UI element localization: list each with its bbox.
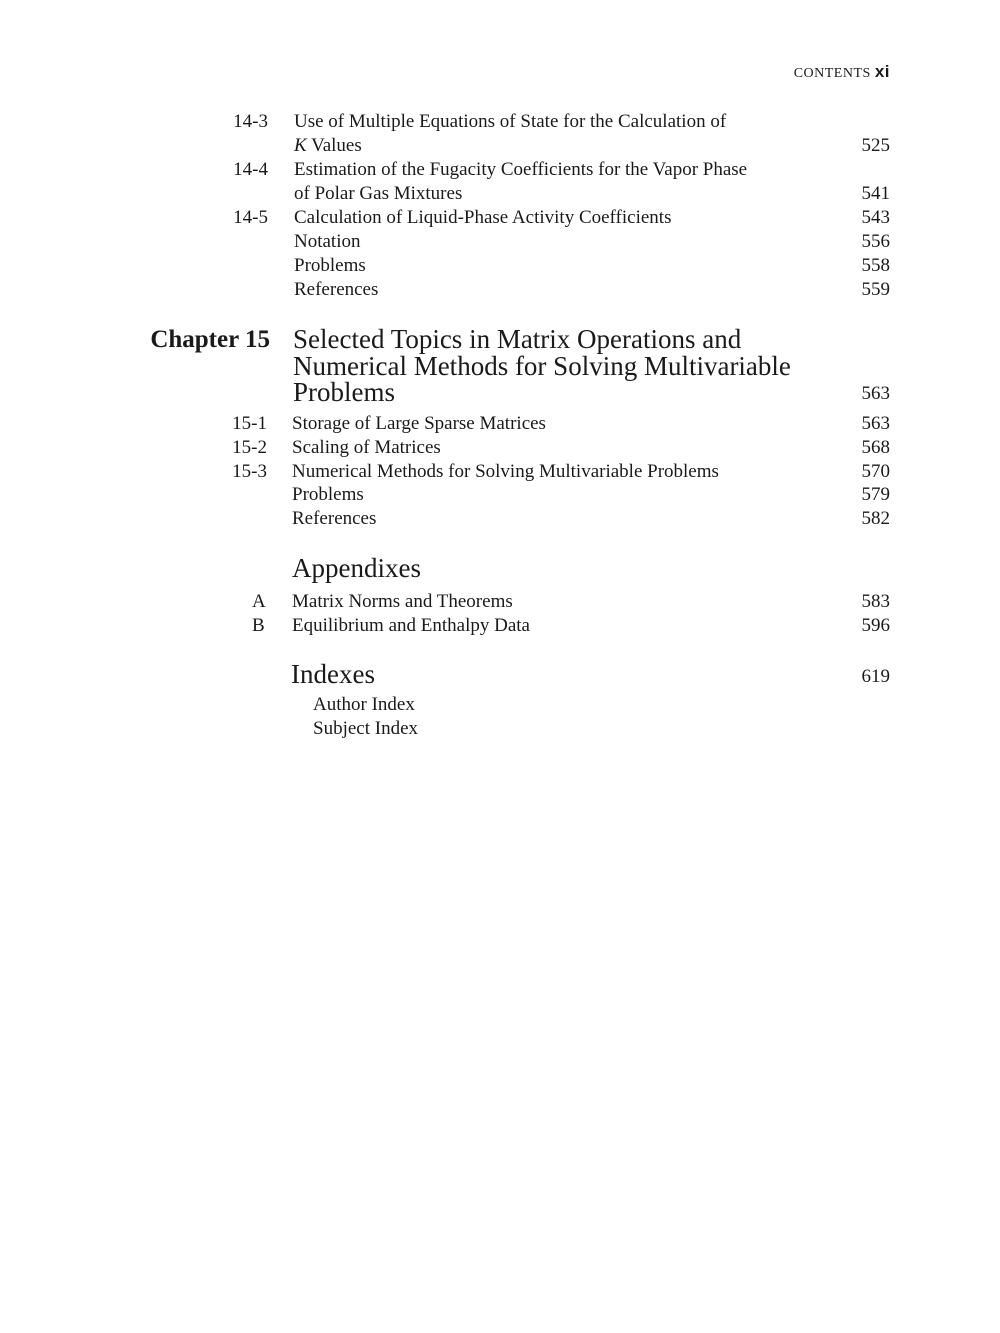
header-label: CONTENTS [793, 66, 871, 81]
entry-title: Scaling of Matrices [292, 437, 441, 458]
entry-title: Use of Multiple Equations of State for the Calculation of [294, 111, 727, 132]
header-page-number: xi [874, 62, 890, 81]
entry-title-cont-text: Values [306, 135, 362, 156]
page-number: 582 [861, 508, 890, 529]
page-number: 559 [861, 279, 890, 300]
chapter-title-line: Selected Topics in Matrix Operations and [293, 324, 742, 354]
page-number: 558 [861, 255, 890, 276]
page-number: 541 [861, 183, 890, 204]
italic-k: K [294, 135, 307, 156]
section-number: 14-4 [233, 159, 268, 180]
entry-title: Notation [294, 231, 361, 252]
section-number: 15-3 [232, 461, 267, 482]
page-number: 568 [861, 437, 890, 458]
entry-title: Problems [294, 255, 366, 276]
entry-title: Matrix Norms and Theorems [292, 591, 513, 612]
appendix-letter: A [252, 591, 266, 612]
page-number: 579 [861, 484, 890, 505]
indexes-title: Indexes [291, 659, 375, 689]
page-number: 563 [861, 413, 890, 434]
entry-title: Problems [292, 484, 364, 505]
entry-title: Numerical Methods for Solving Multivariable Problems [292, 461, 719, 482]
entry-title: Calculation of Liquid-Phase Activity Coefficients [294, 207, 672, 228]
page-number: 543 [861, 207, 890, 228]
entry-title: References [294, 279, 379, 300]
chapter-title-line: Problems [293, 377, 396, 407]
running-header [794, 62, 890, 82]
section-number: 14-3 [233, 111, 268, 132]
entry-title: Equilibrium and Enthalpy Data [292, 615, 530, 636]
entry-title: Estimation of the Fugacity Coefficients for the Vapor Phase [294, 159, 748, 180]
page-number: 596 [861, 615, 890, 636]
chapter-label: Chapter 15 [150, 326, 270, 353]
entry-title-cont: of Polar Gas Mixtures [294, 183, 463, 204]
page-number: 525 [861, 135, 890, 156]
section-number: 15-2 [232, 437, 267, 458]
page-number: 619 [861, 666, 890, 687]
page-number: 570 [861, 461, 890, 482]
page-number: 583 [861, 591, 890, 612]
appendix-letter: B [252, 615, 265, 636]
index-item: Subject Index [313, 718, 419, 739]
section-number: 14-5 [233, 207, 268, 228]
page-number: 556 [861, 231, 890, 252]
page-number: 563 [861, 383, 890, 404]
entry-title: References [292, 508, 377, 529]
section-number: 15-1 [232, 413, 267, 434]
chapter-title-line: Numerical Methods for Solving Multivariable [293, 351, 791, 381]
entry-title: Storage of Large Sparse Matrices [292, 413, 546, 434]
index-item: Author Index [313, 694, 415, 715]
appendixes-title: Appendixes [292, 553, 421, 583]
entry-title-cont [294, 135, 362, 157]
